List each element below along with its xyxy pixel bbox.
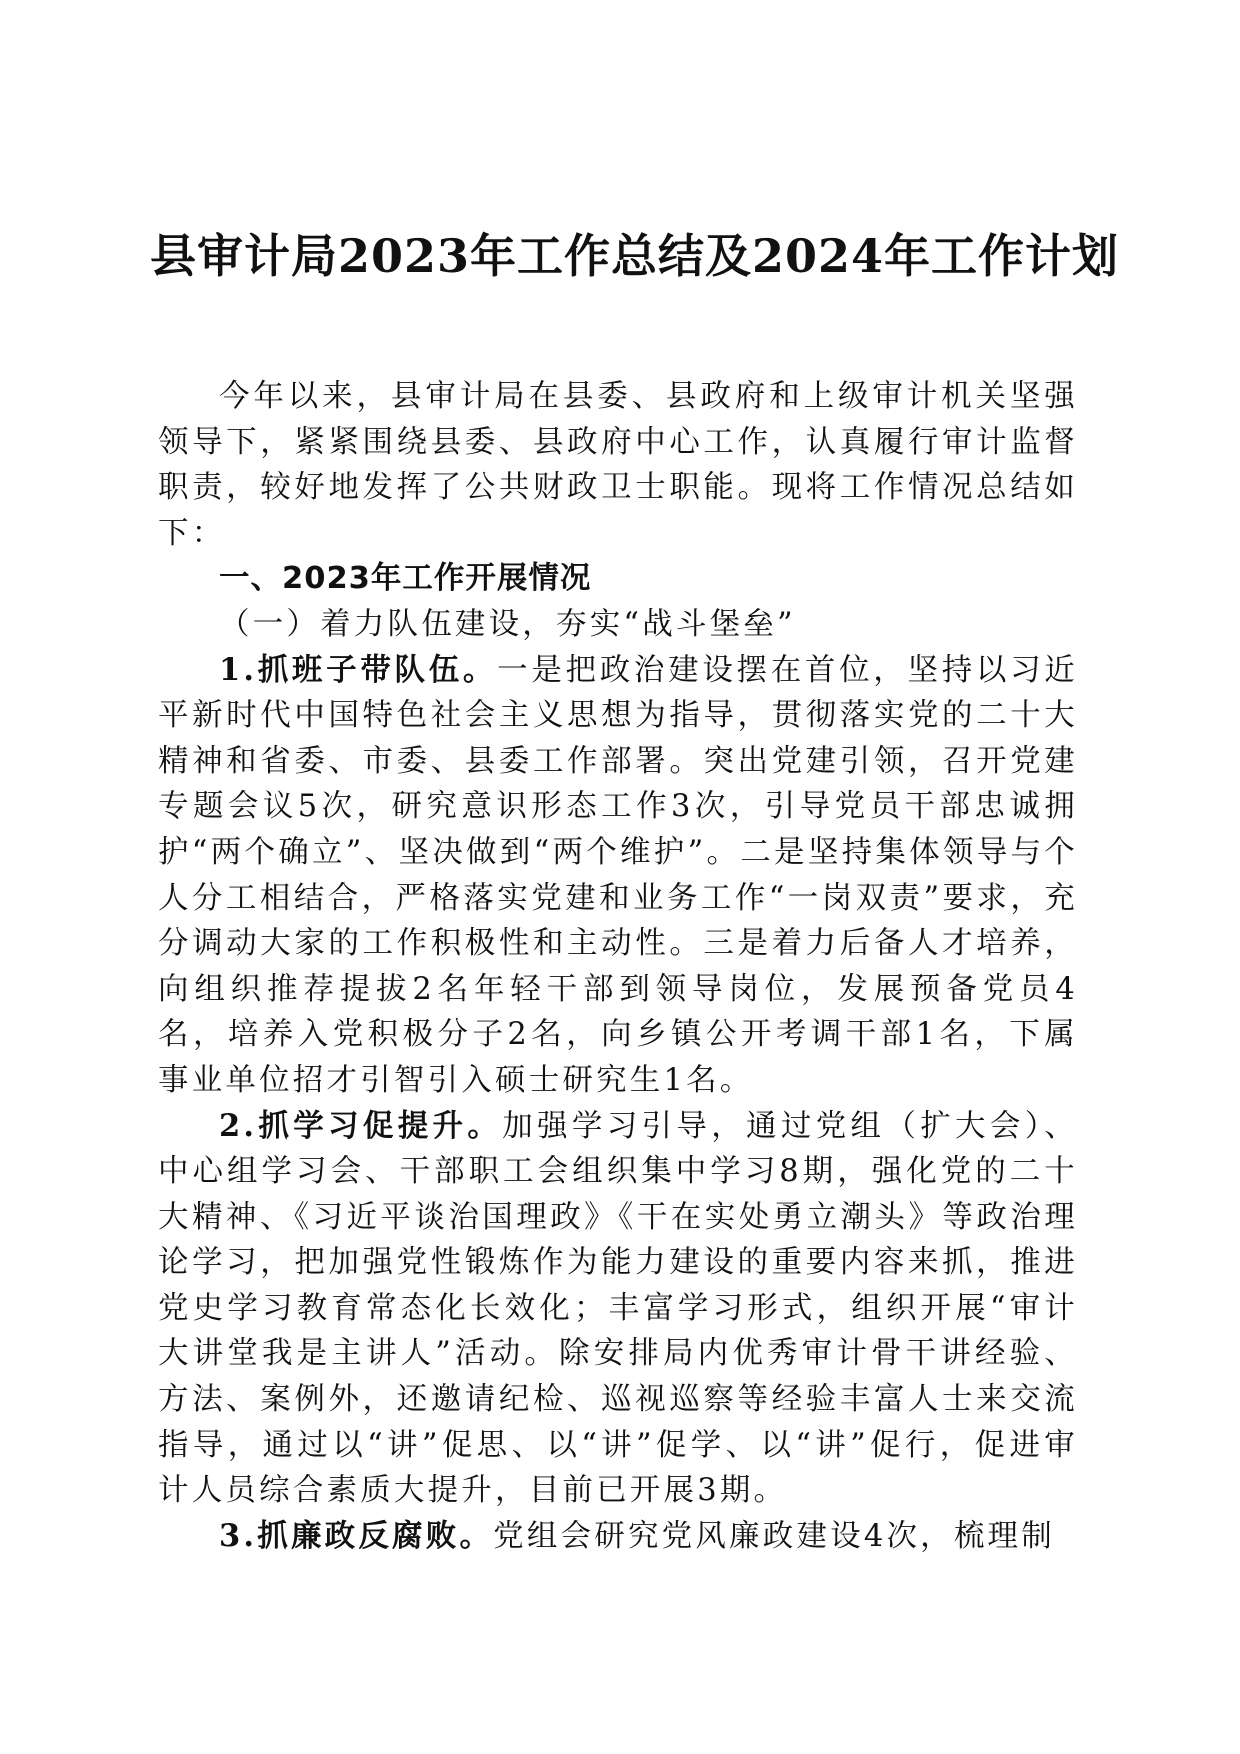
item-lead: 3.抓廉政反腐败。	[219, 1517, 494, 1554]
section-heading: 一、2023年工作开展情况	[219, 561, 592, 597]
item-text: 加强学习引导，通过党组（扩大会）、中心组学习会、干部职工会组织集中学习8期，强化党的二十大精神、《习近平谈治国理政》《干在实处勇立潮头》等政治理论学习，把加强党性锻炼作为能力建设的重要内容来抓，推进党史学习教育常态化长效化；丰富学习形式，组织开展“审计大讲堂我是主讲人”活动。除安排局内优秀审计骨干讲经验、方法、案例外，还邀请纪检、巡视巡察等经验丰富人士来交流指导，通过以“讲”促思、以“讲”促学、以“讲”促行，促进审计人员综合素质大提升，目前已开展3期。	[158, 1108, 1079, 1509]
intro-paragraph: 今年以来，县审计局在县委、县政府和上级审计机关坚强领导下，紧紧围绕县委、县政府中心工作，认真履行审计监督职责，较好地发挥了公共财政卫士职能。现将工作情况总结如下：	[158, 379, 1078, 551]
item-paragraph-3	[158, 1514, 1078, 1560]
document-title: 县审计局2023年工作总结及2024年工作计划	[150, 229, 1120, 283]
subsection-heading: （一）着力队伍建设，夯实“战斗堡垒”	[219, 606, 796, 642]
item-lead: 1.抓班子带队伍。	[219, 651, 498, 688]
item-lead: 2.抓学习促提升。	[219, 1107, 503, 1144]
item-paragraph-1	[158, 648, 1078, 1104]
document-body	[158, 374, 1078, 1559]
item-text: 一是把政治建设摆在首位，坚持以习近平新时代中国特色社会主义思想为指导，贯彻落实党的二十大精神和省委、市委、县委工作部署。突出党建引领，召开党建专题会议5次，研究意识形态工作3次，引导党员干部忠诚拥护“两个确立”、坚决做到“两个维护”。二是坚持集体领导与个人分工相结合，严格落实党建和业务工作“一岗双责”要求，充分调动大家的工作积极性和主动性。三是着力后备人才培养，向组织推荐提拔2名年轻干部到领导岗位，发展预备党员4名，培养入党积极分子2名，向乡镇公开考调干部1名，下属事业单位招才引智引入硕士研究生1名。	[158, 652, 1078, 1098]
item-text: 党组会研究党风廉政建设4次，梳理制	[493, 1518, 1055, 1554]
item-paragraph-2	[158, 1104, 1078, 1514]
